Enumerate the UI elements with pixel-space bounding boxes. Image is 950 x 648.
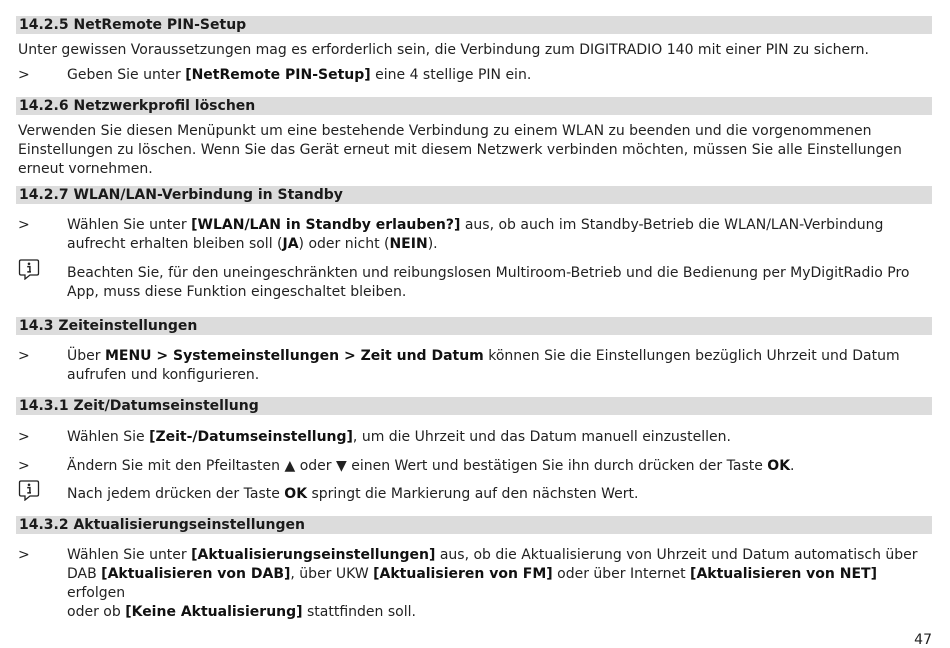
arrow-up-icon: ▲ [284, 458, 296, 474]
bullet-marker: > [18, 429, 30, 445]
bullet-marker: > [18, 217, 30, 233]
section-heading-14-2-6: 14.2.6 Netzwerkprofil löschen [16, 97, 932, 115]
bullet-marker: > [18, 348, 30, 364]
bullet-marker: > [18, 458, 30, 474]
section-heading-14-3-1: 14.3.1 Zeit/Datumseinstellung [16, 397, 932, 415]
paragraph: Unter gewissen Voraussetzungen mag es erforderlich sein, die Verbindung zum DIGITRADIO 140 mit einer PIN zu sichern. [18, 42, 869, 58]
section-heading-14-2-5: 14.2.5 NetRemote PIN-Setup [16, 16, 932, 34]
bullet-item: Wählen Sie unter [Aktualisierungseinstellungen] aus, ob die Aktualisierung von Uhrzeit und Datum automatisch über DAB [Aktualisieren von DAB], über UKW [Aktualisieren von FM] oder über Internet [Aktualisieren von NET] erfolgen oder ob [Keine Aktualisierung] stattfinden soll. [67, 547, 918, 620]
section-heading-14-2-7: 14.2.7 WLAN/LAN-Verbindung in Standby [16, 186, 932, 204]
info-icon [18, 479, 40, 501]
section-heading-14-3: 14.3 Zeiteinstellungen [16, 317, 932, 335]
bullet-item: Wählen Sie [Zeit-/Datumseinstellung], um die Uhrzeit und das Datum manuell einzustellen. [67, 429, 731, 445]
note-text: Beachten Sie, für den uneingeschränkten und reibungslosen Multiroom-Betrieb und die Bedienung per MyDigitRadio Pro App, muss diese Funktion eingeschaltet bleiben. [67, 265, 910, 300]
bullet-item: Wählen Sie unter [WLAN/LAN in Standby erlauben?] aus, ob auch im Standby-Betrieb die WLAN/LAN-Verbindung aufrecht erhalten bleiben soll (JA) oder nicht (NEIN). [67, 217, 884, 252]
note-text: Nach jedem drücken der Taste OK springt die Markierung auf den nächsten Wert. [67, 486, 639, 502]
arrow-down-icon: ▼ [335, 458, 347, 474]
bullet-marker: > [18, 547, 30, 563]
bullet-item: Geben Sie unter [NetRemote PIN-Setup] eine 4 stellige PIN ein. [67, 67, 532, 83]
paragraph: Verwenden Sie diesen Menüpunkt um eine bestehende Verbindung zu einem WLAN zu beenden und die vorgenommenen Einstellungen zu löschen. Wenn Sie das Gerät erneut mit diesem Netzwerk verbinden möchten, müssen Sie alle Einstellungen erneut vornehmen. [18, 123, 902, 177]
section-heading-14-3-2: 14.3.2 Aktualisierungseinstellungen [16, 516, 932, 534]
bullet-marker: > [18, 67, 30, 83]
bullet-item: Ändern Sie mit den Pfeiltasten ▲ oder ▼ einen Wert und bestätigen Sie ihn durch drücken der Taste OK. [67, 458, 795, 474]
page-number: 47 [914, 632, 932, 648]
info-icon [18, 258, 40, 280]
bullet-item: Über MENU > Systemeinstellungen > Zeit und Datum können Sie die Einstellungen bezüglich Uhrzeit und Datum aufrufen und konfigurieren. [67, 348, 900, 383]
